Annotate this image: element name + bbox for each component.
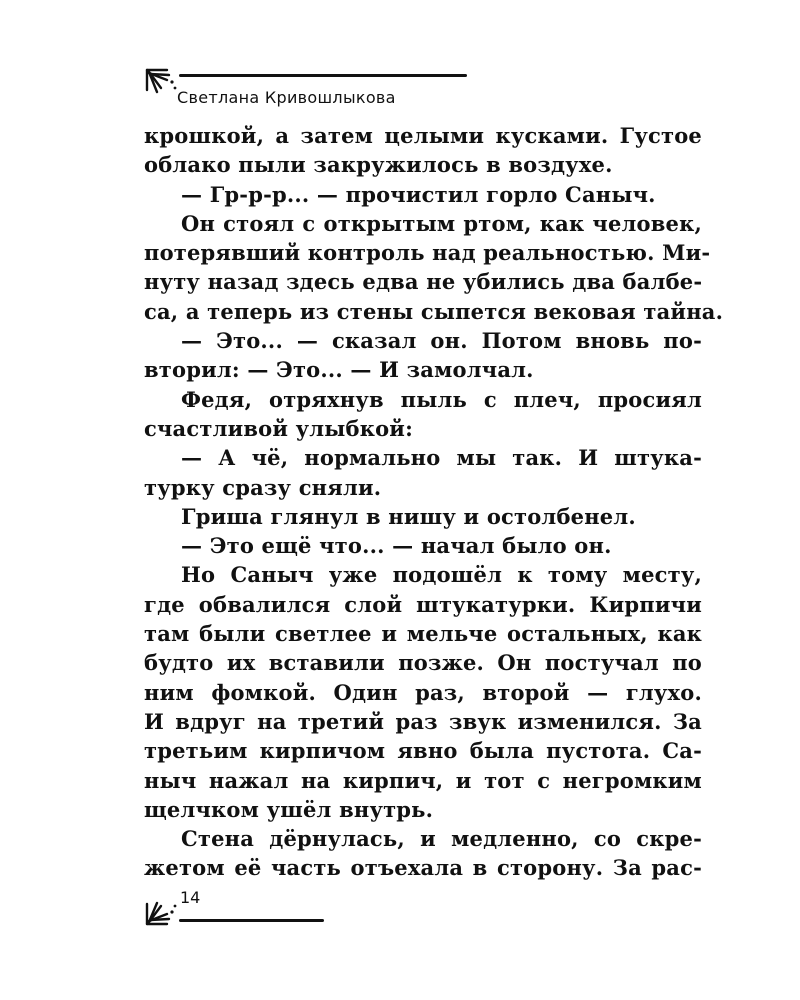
text-line: Но Саныч уже подошёл к тому месту,	[181, 562, 702, 588]
author-name: Светлана Кривошлыкова	[177, 88, 396, 107]
text-line: счастливой улыбкой:	[144, 415, 414, 441]
page-number: 14	[180, 888, 201, 907]
text-line: третьим кирпичом явно была пустота. Са-	[144, 738, 702, 764]
text-line: жетом её часть отъехала в сторону. За рас-	[144, 855, 702, 881]
text-line: где обвалился слой штукатурки. Кирпичи	[144, 591, 702, 617]
text-line: Федя, отряхнув пыль с плеч, просиял	[181, 386, 702, 412]
header-rule	[179, 74, 467, 77]
text-line: И вдруг на третий раз звук изменился. За	[144, 708, 702, 734]
ornament-icon	[145, 900, 179, 930]
text-line: Стена дёрнулась, и медленно, со скре-	[181, 826, 702, 852]
ornament-icon	[145, 66, 179, 96]
text-line: Он стоял с открытым ртом, как человек,	[181, 210, 702, 236]
text-line: — А чё, нормально мы так. И штука-	[181, 445, 702, 471]
text-line: — Гр-р-р... — прочистил горло Саныч.	[181, 181, 656, 207]
text-line: турку сразу сняли.	[144, 474, 382, 500]
text-line: потерявший контроль над реальностью. Ми-	[144, 240, 711, 266]
text-line: щелчком ушёл внутрь.	[144, 796, 434, 822]
text-line: нуту назад здесь едва не убились два балбе-	[144, 269, 703, 295]
text-line: вторил: — Это... — И замолчал.	[144, 357, 534, 383]
text-line: облако пыли закружилось в воздухе.	[144, 152, 613, 178]
text-line: там были светлее и мельче остальных, как	[144, 621, 702, 647]
text-line: ныч нажал на кирпич, и тот с негромким	[144, 767, 702, 793]
text-line: — Это... — сказал он. Потом вновь по-	[181, 328, 702, 354]
text-line: будто их вставили позже. Он постучал по	[144, 650, 702, 676]
footer-rule	[179, 919, 324, 922]
text-line: — Это ещё что... — начал было он.	[181, 533, 612, 559]
text-line: са, а теперь из стены сыпется вековая тайна.	[144, 298, 724, 324]
body-text	[144, 121, 724, 883]
page-footer	[145, 888, 335, 938]
text-line: Гриша глянул в нишу и остолбенел.	[181, 503, 636, 529]
text-line: крошкой, а затем целыми кусками. Густое	[144, 123, 702, 148]
running-header	[145, 66, 465, 106]
text-line: ним фомкой. Один раз, второй — глухо.	[144, 679, 702, 705]
